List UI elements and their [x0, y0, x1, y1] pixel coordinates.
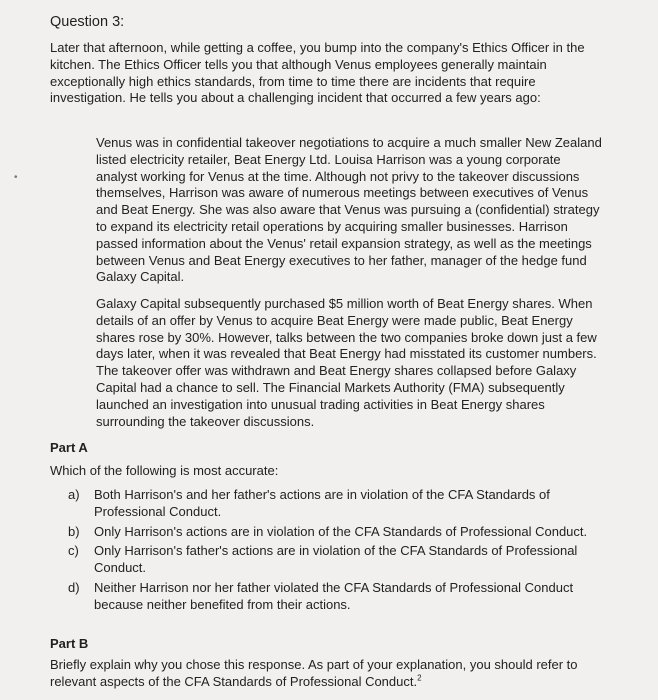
option-letter: c)	[68, 543, 79, 559]
part-a-prompt: Which of the following is most accurate:	[50, 463, 279, 478]
option-b	[68, 524, 608, 541]
option-c	[68, 543, 608, 577]
option-text: Both Harrison's and her father's actions are in violation of the CFA Standards of Professional Conduct.	[94, 487, 550, 519]
part-a-heading: Part A	[50, 440, 88, 455]
scenario-paragraph-2: Galaxy Capital subsequently purchased $5 million worth of Beat Energy shares. When details of an offer by Venus to acquire Beat Energy were made public, Beat Energy shares rose by 30%. However, talks between the two companies broke down just a few days later, when it was revealed that Beat Energy had misstated its customer numbers. The takeover offer was withdrawn and Beat Energy shares collapsed before Galaxy Capital had a chance to sell. The Financial Markets Authority (FMA) subsequently launched an investigation into unusual trading activities in Beat Energy shares surrounding the takeover discussions.	[96, 296, 597, 429]
option-letter: a)	[68, 487, 80, 502]
option-letter: b)	[68, 523, 80, 539]
part-b-prompt-text: Briefly explain why you chose this response. As part of your explanation, you should refer to relevant aspects of the CFA Standards of Professional Conduct.	[50, 657, 578, 689]
footnote-marker: 2	[417, 673, 422, 683]
scenario-paragraph-1: Venus was in confidential takeover negotiations to acquire a much smaller New Zealand listed electricity retailer, Beat Energy Ltd. Louisa Harrison was a young corporate analyst working for Venus at the time. Although not privy to the takeover discussions themselves, Harrison was aware of numerous meetings between executives of Venus and Beat Energy. She was also aware that Venus was pursuing a (confidential) strategy to expand its electricity retail operations by acquiring smaller businesses. Harrison passed information about the Venus' retail expansion strategy, as well as the meetings between Venus and Beat Energy executives to her father, manager of the hedge fund Galaxy Capital.	[96, 135, 602, 285]
answer-options	[68, 487, 608, 617]
option-letter: d)	[68, 579, 80, 595]
option-text: Neither Harrison nor her father violated the CFA Standards of Professional Conduct because neither benefited from their actions.	[94, 579, 574, 612]
option-d	[68, 580, 608, 614]
question-intro: Later that afternoon, while getting a coffee, you bump into the company's Ethics Officer in the kitchen. The Ethics Officer tells you that although Venus employees generally maintain exceptionally high ethics standards, from time to time there are incidents that require investigation. He tells you about a challenging incident that occurred a few years ago:	[50, 40, 585, 106]
option-text: Only Harrison's actions are in violation of the CFA Standards of Professional Conduct.	[94, 523, 588, 539]
part-b-heading: Part B	[50, 636, 89, 651]
bullet-marker: •	[14, 172, 18, 183]
part-b-prompt	[50, 657, 610, 691]
option-text: Only Harrison's father's actions are in violation of the CFA Standards of Professional Conduct.	[94, 543, 578, 576]
option-a	[68, 487, 608, 521]
question-title: Question 3:	[50, 14, 125, 30]
